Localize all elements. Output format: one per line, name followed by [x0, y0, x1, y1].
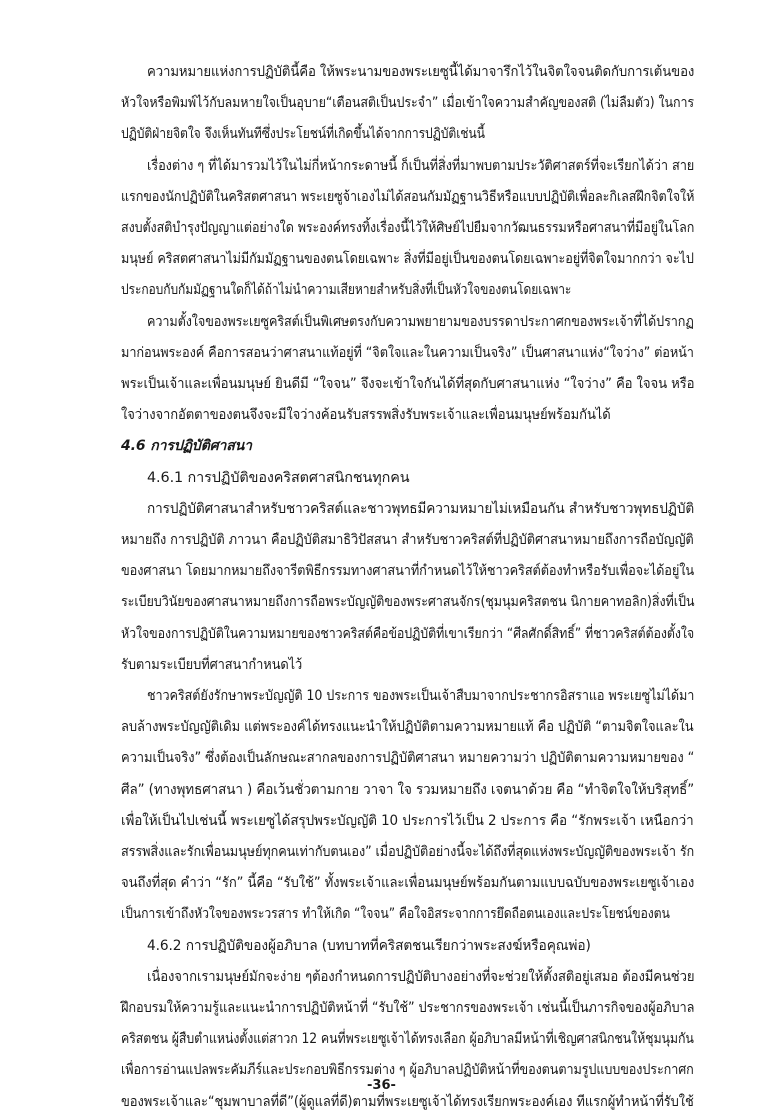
- paragraph-line: ประกอบกับกัมมัฏฐานใดก็ได้ถ้าไม่นำความเสียหายสำหรับสิ่งที่เป็นหัวใจของตนโดยเฉพาะ: [121, 282, 572, 299]
- paragraph-line: ของศาสนา โดยมากหมายถึงจารีตพิธีกรรมทางศาสนาที่กำหนดไว้ให้ชาวคริสต์ต้องทำหรือรับเพื่อจะได้อยู่ใน: [121, 563, 695, 580]
- paragraph-line: คริสตชน ผู้สืบตำแหน่งตั้งแต่สาวก 12 คนที่พระเยซูเจ้าได้ทรงเลือก ผู้อภิบาลมีหน้าที่เชิญศาสนิกชนให้ชุมนุมกัน: [121, 1031, 694, 1048]
- paragraph-line: ความเป็นจริง” ซึ่งต้องเป็นลักษณะสากลของการปฏิบัติศาสนา หมายความว่า ปฏิบัติตามความหมายของ “: [121, 750, 695, 767]
- paragraph-line: ฝึกอบรมให้ความรู้และแนะนำการปฏิบัติหน้าที่ “รับใช้” ประชากรของพระเจ้า เช่นนี้เป็นภารกิจของผู้อภิบาล: [121, 1000, 695, 1016]
- paragraph-line: ปฏิบัติฝ่ายจิตใจ จึงเห็นทันทีซึ่งประโยชน์ที่เกิดขึ้นได้จากการปฏิบัติเช่นนี้: [121, 126, 485, 143]
- paragraph-line: เพื่อการอ่านแปลพระคัมภีร์และประกอบพิธีกรรมต่าง ๆ ผู้อภิบาลปฏิบัติหน้าที่ของตนตามรูปแบบของประกาศก: [121, 1062, 694, 1079]
- paragraph-line: หัวใจของการปฏิบัติในความหมายของชาวคริสต์คือข้อปฏิบัติที่เขาเรียกว่า “ศีลศักดิ์สิทธิ์” ที่ชาวคริสต์ต้องตั้งใจ: [121, 625, 695, 642]
- paragraph-line: หมายถึง การปฏิบัติ ภาวนา คือปฏิบัติสมาธิวิปัสสนา สำหรับชาวคริสต์ที่ปฏิบัติศาสนาหมายถึงการถือบัญญัติ: [121, 532, 694, 548]
- page-number: -36-: [367, 1078, 396, 1093]
- paragraph-line: หัวใจหรือพิมพ์ไว้กับลมหายใจเป็นอุบาย“เตือนสติเป็นประจำ” เมื่อเข้าใจความสำคัญของสติ (ไม่ลืมตัว) ในการ: [121, 95, 695, 112]
- paragraph-line: รับตามระเบียบที่ศาสนากำหนดไว้: [121, 656, 303, 673]
- subsection-heading: 4.6.2 การปฏิบัติของผู้อภิบาล (บทบาทที่คริสตชนเรียกว่าพระสงฆ์หรือคุณพ่อ): [147, 937, 591, 954]
- paragraph-line: มนุษย์ คริสตศาสนาไม่มีกัมมัฏฐานของตนโดยเฉพาะ สิ่งที่มีอยู่เป็นของตนโดยเฉพาะอยู่ที่จิตใจมากกว่า จะไป: [121, 251, 694, 268]
- paragraph-line: ระเบียบวินัยของศาสนาหมายถึงการถือพระบัญญัติของพระศาสนจักร(ชุมนุมคริสตชน นิกายคาทอลิก)สิ่งที่เป็น: [121, 594, 695, 611]
- section-heading: 4.6 การปฏิบัติศาสนา: [121, 438, 252, 455]
- paragraph-line: พระเป็นเจ้าและเพื่อนมนุษย์ ยินดีมี “ใจจน” จึงจะเข้าใจกันได้ที่สุดกับศาสนาแห่ง “ใจว่าง” คือ ใจจน หรือ: [121, 376, 695, 392]
- paragraph-line: ชาวคริสต์ยังรักษาพระบัญญัติ 10 ประการ ของพระเป็นเจ้าสืบมาจากประชากรอิสราแอ พระเยซูไม่ได้มา: [147, 688, 695, 704]
- paragraph-line: จนถึงที่สุด คำว่า “รัก” นี้คือ “รับใช้” ทั้งพระเจ้าและเพื่อนมนุษย์พร้อมกันตามแบบฉบับของพระเยซูเจ้าเอง: [121, 875, 695, 892]
- paragraph-line: ศีล” (ทางพุทธศาสนา ) คือเว้นชั่วตามกาย วาจา ใจ รวมหมายถึง เจตนาด้วย คือ “ทำจิตใจให้บริสุทธิ์”: [121, 781, 695, 798]
- paragraph-line: ลบล้างพระบัญญัติเดิม แต่พระองค์ได้ทรงแนะนำให้ปฏิบัติตามความหมายแท้ คือ ปฏิบัติ “ตามจิตใจและใน: [121, 719, 694, 736]
- paragraph-line: เพื่อให้เป็นไปเช่นนี้ พระเยซูได้สรุปพระบัญญัติ 10 ประการไว้เป็น 2 ประการ คือ “รักพระเจ้า เหนือกว่า: [121, 812, 694, 829]
- paragraph-line: ความหมายแห่งการปฏิบัตินี้คือ ให้พระนามของพระเยซูนี้ได้มาจารึกไว้ในจิตใจจนติดกับการเต้นของ: [147, 64, 695, 80]
- paragraph-line: เนื่องจากเรามนุษย์มักจะง่าย ๆต้องกำหนดการปฏิบัติบางอย่างที่จะช่วยให้ตั้งสติอยู่เสมอ ต้องมีคนช่วย: [147, 968, 695, 985]
- subsection-heading: 4.6.1 การปฏิบัติของคริสตศาสนิกชนทุกคน: [147, 469, 410, 486]
- paragraph-line: เรื่องต่าง ๆ ที่ได้มารวมไว้ในไม่กี่หน้ากระดาษนี้ ก็เป็นที่สิ่งที่มาพบตามประวัติศาสตร์ที่จะเรียกได้ว่า สาย: [147, 157, 695, 174]
- paragraph-line: มาก่อนพระองค์ คือการสอนว่าศาสนาแท้อยู่ที่ “จิตใจและในความเป็นจริง” เป็นศาสนาแห่ง“ใจว่าง” ต่อหน้า: [121, 344, 694, 361]
- paragraph-line: เป็นการเข้าถึงหัวใจของพระวรสาร ทำให้เกิด “ใจจน” คือใจอิสระจากการยึดถือตนเองและประโยชน์ของตน: [121, 906, 670, 923]
- paragraph-line: ของพระเจ้าและ“ชุมพาบาลที่ดี”(ผู้ดูแลที่ดี)ตามที่พระเยซูเจ้าได้ทรงเรียกพระองค์เอง ทีแรกผู้ทำหน้าที่รับใช้: [121, 1093, 694, 1110]
- paragraph-line: การปฏิบัติศาสนาสำหรับชาวคริสต์และชาวพุทธมีความหมายไม่เหมือนกัน สำหรับชาวพุทธปฏิบัติ: [147, 500, 695, 517]
- paragraph-line: ความตั้งใจของพระเยซูคริสต์เป็นพิเศษตรงกับความพยายามของบรรดาประกาศกของพระเจ้าที่ได้ปรากฏ: [147, 313, 694, 330]
- paragraph-line: แรกของนักปฏิบัติในคริสตศาสนา พระเยซูจ้าเองไม่ได้สอนกัมมัฏฐานวิธีหรือแบบปฏิบัติเพื่อละกิเลสฝึกจิตใจให้: [121, 188, 695, 205]
- paragraph-line: ใจว่างจากอัตตาของตนจึงจะมีใจว่างค้อนรับสรรพสิ่งรับพระเจ้าและเพื่อนมนุษย์พร้อมกันได้: [121, 407, 611, 424]
- paragraph-line: สงบตั้งสติบำรุงปัญญาแต่อย่างใด พระองค์ทรงทิ้งเรื่องนี้ไว้ให้ศิษย์ไปยืมจากวัฒนธรรมหรือศาสนาที่มีอยู่ในโลก: [121, 220, 695, 236]
- paragraph-line: สรรพสิ่งและรักเพื่อนมนุษย์ทุกคนเท่ากับตนเอง” เมื่อปฏิบัติอย่างนี้จะได้ถึงที่สุดแห่งพระบัญญัติของพระเจ้า รัก: [121, 844, 695, 860]
